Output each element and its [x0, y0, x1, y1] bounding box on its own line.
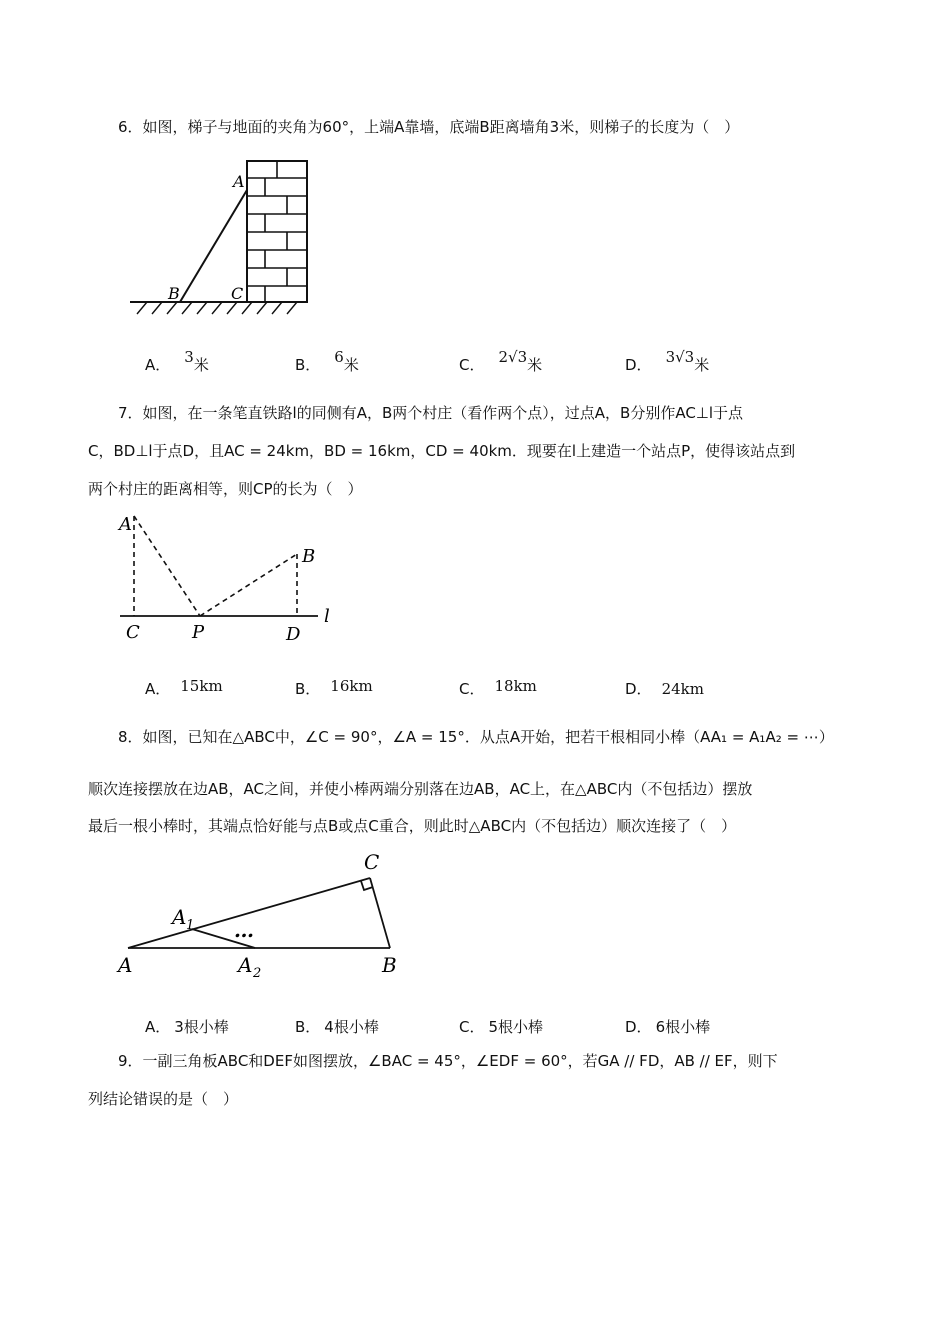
q6-stem: 6．如图，梯子与地面的夹角为60°，上端A靠墙，底端B距离墙角3米，则梯子的长度为（ ） — [118, 118, 740, 136]
q7-label-C: C — [126, 622, 140, 643]
q6-option-a[interactable]: A． 3米 — [145, 348, 209, 374]
q8-label-A2: A — [238, 953, 253, 977]
q8-line1: 8．如图，已知在△ABC中，∠C = 90°，∠A = 15°．从点A开始，把若干根相同小棒（AA₁ = A₁A₂ = ⋯） — [118, 728, 834, 746]
q8-line2: 顺次连接摆放在边AB，AC之间，并使小棒两端分别落在边AB，AC上，在△ABC内（不包括边）摆放 — [88, 780, 753, 798]
q8-label-A2-sub: 2 — [253, 966, 262, 981]
q7-figure — [112, 508, 342, 648]
q6-figure — [125, 158, 325, 328]
q8-option-a[interactable]: A． 3根小棒 — [145, 1018, 229, 1036]
q8-option-c[interactable]: C． 5根小棒 — [459, 1018, 544, 1036]
q8-figure — [112, 845, 412, 985]
q8-label-C: C — [364, 850, 380, 874]
q6-label-B: B — [168, 284, 180, 303]
q6-label-C: C — [231, 284, 244, 303]
q6-option-c[interactable]: C． 2√3米 — [459, 348, 543, 374]
q7-option-d[interactable]: D． 24km — [625, 680, 704, 698]
q6-label-A: A — [233, 172, 245, 191]
q7-line1: 7．如图，在一条笔直铁路l的同侧有A，B两个村庄（看作两个点），过点A，B分别作AC⊥l于点 — [118, 404, 744, 422]
q8-label-A1-sub: 1 — [186, 918, 195, 933]
q7-label-B: B — [302, 546, 316, 567]
q7-label-P: P — [192, 622, 205, 643]
q8-label-A1: A — [172, 905, 187, 929]
q8-label-B: B — [382, 953, 397, 977]
q8-option-b[interactable]: B． 4根小棒 — [295, 1018, 379, 1036]
q7-label-D: D — [286, 624, 301, 645]
q7-label-l: l — [324, 606, 330, 627]
q8-label-A: A — [118, 953, 133, 977]
q8-line3: 最后一根小棒时，其端点恰好能与点B或点C重合，则此时△ABC内（不包括边）顺次连接了（ ） — [88, 817, 737, 835]
q7-line3: 两个村庄的距离相等，则CP的长为（ ） — [88, 480, 363, 498]
q6-option-b[interactable]: B． 6米 — [295, 348, 359, 374]
q7-option-c[interactable]: C． 18km — [459, 677, 537, 698]
q7-option-a[interactable]: A． 15km — [145, 677, 223, 698]
q7-label-A: A — [119, 514, 132, 535]
q7-option-b[interactable]: B． 16km — [295, 677, 373, 698]
q6-option-d[interactable]: D． 3√3米 — [625, 348, 710, 374]
q7-line2: C，BD⊥l于点D，且AC = 24km，BD = 16km，CD = 40km．现要在l上建造一个站点P，使得该站点到 — [88, 442, 796, 460]
q9-line2: 列结论错误的是（ ） — [88, 1090, 239, 1108]
q8-option-d[interactable]: D． 6根小棒 — [625, 1018, 711, 1036]
q9-line1: 9．一副三角板ABC和DEF如图摆放，∠BAC = 45°，∠EDF = 60°，若GA // FD，AB // EF，则下 — [118, 1052, 778, 1070]
q8-dots: … — [234, 918, 254, 942]
